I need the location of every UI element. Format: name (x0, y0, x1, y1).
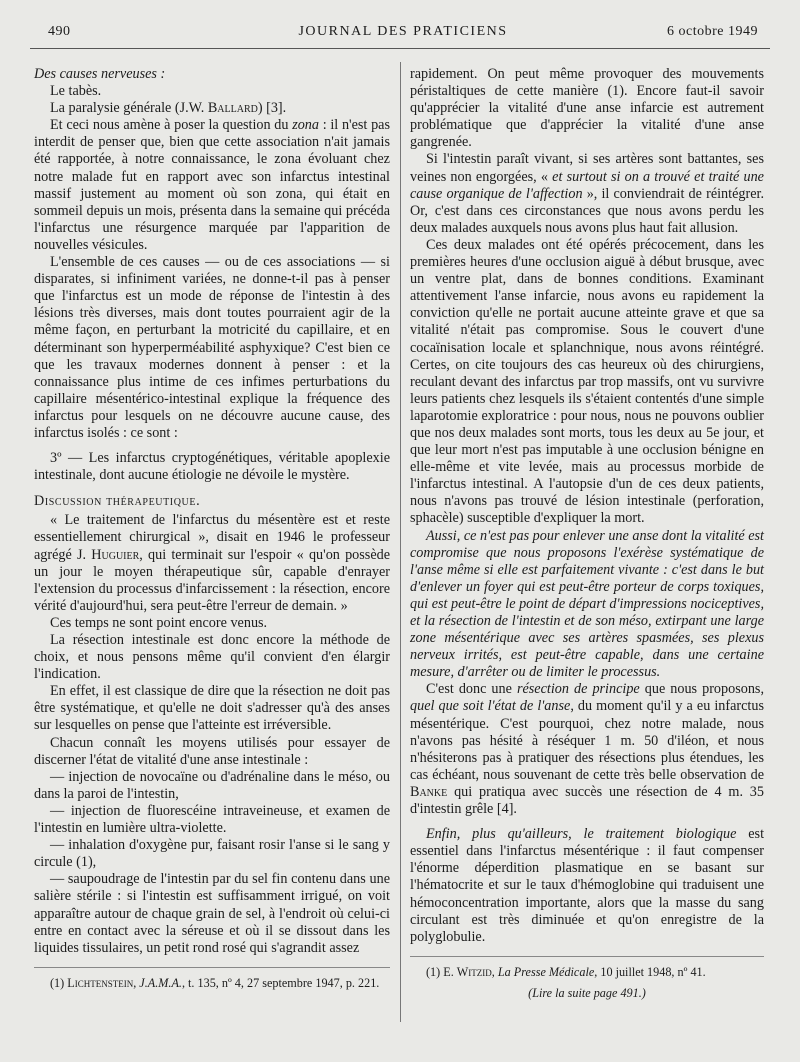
footnote-rule (410, 956, 764, 957)
author-name: Ballard (207, 100, 258, 117)
journal-title: JOURNAL DES PRATICIENS (298, 24, 508, 39)
list-item: — injection de fluorescéine intraveineuse, et examen de l'intestin en lumière ultra-violette. (34, 802, 390, 837)
section-heading: Discussion thérapeutique. (34, 493, 201, 510)
paragraph: Si l'intestin paraît vivant, si ses artères sont battantes, ses veines non engorgées, « et surtout si on a trouvé et traité une cause organique de l'affection », il conviendrait de réintégrer. Or, c'est dans ces circonstances que nous avons perdu les deux malades auxquels nous avons plus haut fait allusion. (410, 151, 764, 236)
paragraph: L'ensemble de ces causes — ou de ces associations — si disparates, si infiniment variées, ne donne-t-il pas à penser que l'infarctus est un mode de réponse de l'intestin à des lésions très diverses, mais dont toutes pourraient agir de la même façon, en perturbant la motricité du capillaire, et en déterminant son hyperperméabilité asphyxique? C'est bien ce que les travaux modernes donnent à penser : et la connaissance plus intime de ces infimes perturbations du capillaire mésentérico-intestinal explique la fréquence des infarctus pour lesquels on ne découvre aucune cause, des infarctus isolés : ce sont : (34, 254, 390, 441)
paragraph: La résection intestinale est donc encore la méthode de choix, et nous pensons même qu'il convient d'en élargir l'indication. (34, 632, 390, 683)
footnote: (1) E. Witzid, La Presse Médicale, 10 juillet 1948, nº 41. (426, 964, 706, 979)
paragraph: En effet, il est classique de dire que la résection ne doit pas être systématique, et qu'elle ne doit s'adresser qu'à des anses sur lesquelles on pense que l'atteinte est irréversible. (34, 683, 390, 734)
list-item: — injection de novocaïne ou d'adrénaline dans le méso, ou dans la paroi de l'intestin, (34, 768, 390, 802)
paragraph: Ces temps ne sont point encore venus. (50, 614, 268, 631)
author-name: Huguier (91, 546, 140, 563)
paragraph: La paralysie générale (J.W. Ballard) [3]. (50, 100, 287, 117)
issue-date: 6 octobre 1949 (667, 24, 758, 39)
paragraph: rapidement. On peut même provoquer des mouvements péristaltiques de cette manière (1). Encore faut-il savoir qu'apprécier la vitalité d'une anse infarcie est autrement problématique que d'apprécier la vitalité d'une anse gangrenée. (410, 66, 764, 151)
paragraph: Aussi, ce n'est pas pour enlever une anse dont la vitalité est compromise que nous proposons l'exérèse systématique de l'anse même si elle est parfaitement vivante : c'est dans le but d'enlever un foyer qui est peut-être porteur de corps toxiques, qui est peut-être le point de départ d'impressions nociceptives, et la résection de l'intestin et de son méso, extirpant une large zone mésentérique avec ses artères spasmées, ses plexus nerveux irrités, est peut-être capable, dans une certaine mesure, d'arrêter ou de limiter le processus. (410, 527, 764, 681)
page-number: 490 (48, 24, 71, 39)
paragraph: Chacun connaît les moyens utilisés pour essayer de discerner l'état de vitalité d'une anse intestinale : (34, 734, 390, 768)
paragraph: Des causes nerveuses : (34, 66, 166, 82)
footnote: (1) Lichtenstein, J.A.M.A., t. 135, nº 4, 27 septembre 1947, p. 221. (50, 975, 380, 990)
paragraph: Enfin, plus qu'ailleurs, le traitement biologique est essentiel dans l'infarctus mésentérique : il faut compenser l'énorme déperdition plasmatique en se basant sur l'hématocrite et sur le taux d'hémoglobine qui traduisent une hémoconcentration importante, alors que la masse du sang circulant est très diminuée et qu'on enregistre de la polyglobulie. (410, 826, 765, 945)
column-divider (400, 62, 401, 1022)
paragraph: « Le traitement de l'infarctus du mésentère est et reste essentiellement chirurgical », disait en 1946 le professeur agrégé J. Huguier, qui terminait sur l'espoir « qu'on possède un jour le moyen thérapeutique sûr, capable d'enrayer l'extension du processus d'infarcissement : la résection, encore vérité d'aujourd'hui, sera peut-être l'erreur de demain. » (34, 512, 391, 614)
continued-note: (Lire la suite page 491.) (528, 985, 646, 1000)
paragraph: 3º — Les infarctus cryptogénétiques, véritable apoplexie intestinale, dont aucune étiologie ne dévoile le mystère. (34, 450, 390, 484)
list-item: — inhalation d'oxygène pur, faisant rosir l'anse si le sang y circule (1), (34, 837, 390, 871)
paragraph: C'est donc une résection de principe que nous proposons, quel que soit l'état de l'anse, du moment qu'il y a eu infarctus mésentérique. C'est pourquoi, chez notre malade, nous n'avons pas hésité à réséquer 1 m. 50 d'iléon, et nous n'hésiterons pas à pratiquer des résections plus étendues, les cas échéant, nous souvenant de cette très belle observation de Banke qui pratiqua avec succès une résection de 4 m. 35 d'intestin grêle [4]. (410, 681, 764, 818)
paragraph: Le tabès. (50, 83, 102, 100)
author-name: Banke (410, 783, 448, 800)
left-column (34, 66, 390, 991)
paragraph: Ces deux malades ont été opérés précocement, dans les premières heures d'une occlusion aiguë à début brusque, avec un ventre plat, dans de bonnes conditions. Examinant attentivement l'anse infarcie, nous avons eu rapidement la conviction qu'elle ne portait aucune atteinte grave et que sa vitalité n'était pas compromise. Sous le couvert d'une cocaïnisation locale et splanchnique, nous avons réintégré. Certes, on cite toujours des cas heureux où des chirurgiens, reculant devant des infarctus par trop massifs, ont vu survivre leurs patients chez lesquels ils s'étaient contentés d'une simple laparotomie exploratrice : pour nous, nous ne pouvons oublier que nos deux malades sont morts, tous les deux au 5e jour, et que leur mort n'est pas imputable à une occlusion bénigne en elle-même et vite levée, mais au processus morbide de l'infarctus intestinal. A l'autopsie d'un de ces deux patients, nous n'avons pas trouvé de lésion intestinale (perforation, sphacèle) susceptible d'expliquer la mort. (410, 236, 764, 527)
paragraph: Et ceci nous amène à poser la question du zona : il n'est pas interdit de penser que, bien que cette association n'ait jamais été rapportée, à notre connaissance, le zona évoluant chez notre malade fut en rapport avec son infarctus intestinal massif justement au moment où son zona, qui était en sommeil depuis un mois, présenta dans la semaine qui précéda l'infarctus une résurgence marquée par l'apparition de nouvelles vésicules. (34, 117, 390, 253)
running-header (48, 24, 758, 46)
list-item: — saupoudrage de l'intestin par du sel fin contenu dans une salière stérile : si l'intestin est suffisamment irrigué, on voit apparaître autour de chaque grain de sel, à l'endroit où celui-ci entre en contact avec la séreuse et où il se dissout dans les liquides tissulaires, un petit rond rosé qui s'agrandit assez (34, 871, 390, 956)
footnote-rule (34, 967, 390, 968)
right-column (410, 66, 764, 1001)
header-rule (30, 48, 770, 49)
